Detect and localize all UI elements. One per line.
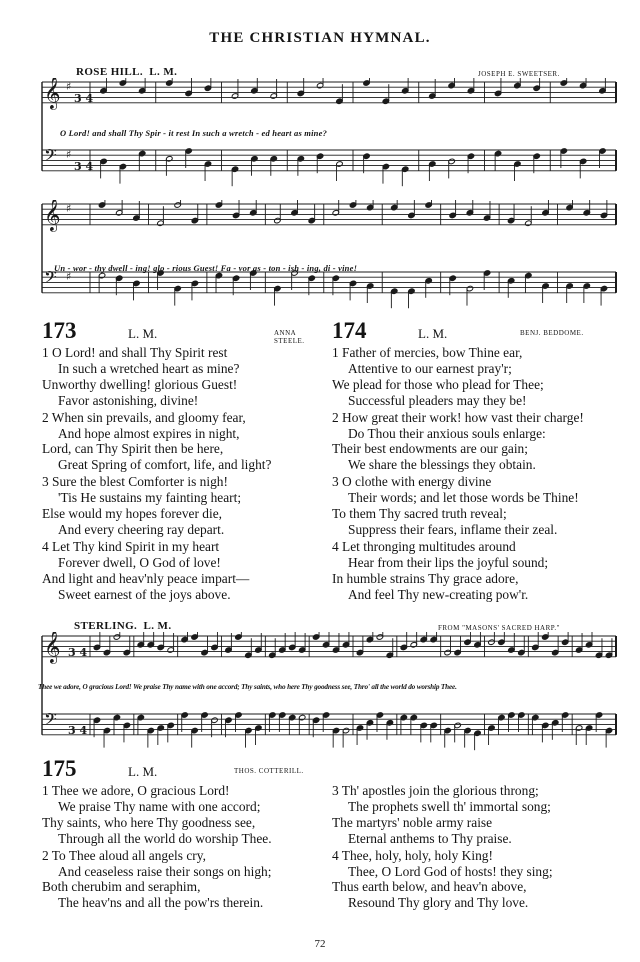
bass-clef: 𝄢 xyxy=(44,709,57,733)
verse-line: Thy saints, who here Thy goodness see, xyxy=(42,814,256,830)
verse xyxy=(42,539,327,603)
verse xyxy=(332,783,632,847)
tune-meter: L. M. xyxy=(143,620,172,632)
music-system-3 xyxy=(40,632,620,757)
verse-line: 'Tis He sustains my fainting heart; xyxy=(58,490,242,506)
verse-line: Eternal anthems to Thy praise. xyxy=(348,830,512,846)
verse xyxy=(42,783,327,847)
hymn-175 xyxy=(42,756,327,911)
verse-line: Hear from their lips the joyful sound; xyxy=(348,554,549,570)
hymn-author: ANNA STEELE. xyxy=(274,329,305,345)
hymn-173 xyxy=(42,318,327,603)
verse-line: The heav'ns and all the pow'rs therein. xyxy=(58,895,264,911)
verse xyxy=(42,848,327,912)
verse-line: Thus earth below, and heav'n above, xyxy=(332,879,527,895)
tune-name: STERLING. xyxy=(74,620,138,632)
verse xyxy=(332,410,632,474)
verse-line: We plead for those who plead for Thee; xyxy=(332,376,544,392)
hymn-174 xyxy=(332,318,632,603)
key-signature: ♯ xyxy=(66,202,72,215)
verse-line: To them Thy sacred truth reveal; xyxy=(332,506,507,522)
hymn-number: 175 xyxy=(42,756,77,781)
verse-line: In such a wretched heart as mine? xyxy=(58,360,240,376)
verse-line: Suppress their fears, inflame their zeal. xyxy=(348,521,558,537)
verse-line: And feel Thy new-creating pow'r. xyxy=(348,586,529,602)
tune-name: ROSE HILL. xyxy=(76,66,143,78)
verse-line: 1 Father of mercies, bow Thine ear, xyxy=(332,345,523,360)
bass-clef: 𝄢 xyxy=(44,267,57,291)
verse-line: And light and heav'nly peace impart— xyxy=(42,570,250,586)
time-signature: 3 4 xyxy=(74,160,94,173)
verse-line: We praise Thy name with one accord; xyxy=(58,798,261,814)
verse-line: And every cheering ray depart. xyxy=(58,521,225,537)
hymn-author: BENJ. BEDDOME. xyxy=(520,329,584,337)
verse-line: Their words; and let those words be Thine! xyxy=(348,490,579,506)
time-signature: 3 4 xyxy=(68,724,88,737)
verse-line: 3 Sure the blest Comforter is nigh! xyxy=(42,474,228,490)
hymn-number: 173 xyxy=(42,318,77,343)
verse-line: In humble strains Thy grace adore, xyxy=(332,570,519,586)
verse-line: Forever dwell, O God of love! xyxy=(58,554,221,570)
hymn-verses xyxy=(42,783,327,911)
verse-line: Thee, O Lord God of hosts! they sing; xyxy=(348,863,553,879)
verse-line: Resound Thy glory and Thy love. xyxy=(348,895,529,911)
lyric-line: Thee we adore, O gracious Lord! We praise Thy name with one accord; Thy saints, who here Thy goodness see, Thro' all the world do worship Thee. xyxy=(38,683,457,691)
verse xyxy=(332,345,632,409)
verse-line: Favor astonishing, divine! xyxy=(58,392,199,408)
verse-line: 4 Let Thy kind Spirit in my heart xyxy=(42,538,220,554)
verse-line: Successful pleaders may they be! xyxy=(348,392,527,408)
verse-line: Else would my hopes forever die, xyxy=(42,506,222,522)
tune-heading-rose-hill xyxy=(76,66,177,78)
verse-line: Do Thou their anxious souls enlarge: xyxy=(348,425,546,441)
key-signature: ♯ xyxy=(66,270,72,283)
verse xyxy=(42,345,327,409)
verse-line: Sweet earnest of the joys above. xyxy=(58,586,231,602)
verse xyxy=(42,410,327,474)
hymn-verses xyxy=(332,345,632,603)
bass-clef: 𝄢 xyxy=(44,145,57,169)
verse-line: The prophets swell th' immortal song; xyxy=(348,798,551,814)
key-signature: ♯ xyxy=(66,80,72,93)
hymn-verses xyxy=(42,345,327,603)
verse-line: Attentive to our earnest pray'r; xyxy=(348,360,512,376)
tune-credit: FROM "MASONS' SACRED HARP." xyxy=(438,624,561,632)
verse-line: 4 Let thronging multitudes around xyxy=(332,538,516,554)
verse-line: And ceaseless raise their songs on high; xyxy=(58,863,272,879)
verse-line: Both cherubim and seraphim, xyxy=(42,879,201,895)
verse-line: Lord, can Thy Spirit then be here, xyxy=(42,441,224,457)
time-signature: 3 4 xyxy=(68,646,88,659)
verse xyxy=(332,474,632,538)
verse-line: Great Spring of comfort, life, and light? xyxy=(58,457,272,473)
verse-line: 2 When sin prevails, and gloomy fear, xyxy=(42,409,246,425)
verse-line: 1 O Lord! and shall Thy Spirit rest xyxy=(42,345,228,360)
treble-clef: 𝄞 xyxy=(44,78,61,109)
page-number: 72 xyxy=(314,938,326,950)
hymn-meter: L. M. xyxy=(128,326,158,341)
hymn-author: THOS. COTTERILL. xyxy=(234,767,304,775)
verse-line: 2 To Thee aloud all angels cry, xyxy=(42,847,206,863)
time-signature: 3 4 xyxy=(74,92,94,105)
verse-line: 3 O clothe with energy divine xyxy=(332,474,492,490)
treble-clef: 𝄞 xyxy=(44,632,61,663)
verse-line: We share the blessings they obtain. xyxy=(348,457,536,473)
tune-meter: L. M. xyxy=(149,66,178,78)
verse-line: 2 How great their work! how vast their charge! xyxy=(332,409,584,425)
hymn-verses xyxy=(332,783,632,911)
verse xyxy=(332,539,632,603)
staff-notation xyxy=(40,632,620,757)
tune-credit: JOSEPH E. SWEETSER. xyxy=(478,70,560,78)
key-signature: ♯ xyxy=(66,148,72,161)
lyric-line: O Lord! and shall Thy Spir - it rest In such a wretch - ed heart as mine? xyxy=(60,128,328,138)
verse-line: 1 Thee we adore, O gracious Lord! xyxy=(42,783,230,798)
hymn-meter: L. M. xyxy=(128,764,158,779)
page-header: THE CHRISTIAN HYMNAL. xyxy=(209,30,431,46)
verse-line: The martyrs' noble army raise xyxy=(332,814,493,830)
treble-clef: 𝄞 xyxy=(44,200,61,231)
verse xyxy=(332,848,632,912)
verse-line: Their best endowments are our gain; xyxy=(332,441,528,457)
music-system-2 xyxy=(40,200,620,315)
tune-heading-sterling xyxy=(74,620,172,632)
verse-line: Through all the world do worship Thee. xyxy=(58,830,272,846)
hymn-number: 174 xyxy=(332,318,367,343)
hymn-175-continued xyxy=(332,760,632,911)
staff-notation xyxy=(40,200,620,315)
verse-line: 4 Thee, holy, holy, holy King! xyxy=(332,847,493,863)
verse-line: Unworthy dwelling! glorious Guest! xyxy=(42,376,238,392)
hymn-meter: L. M. xyxy=(418,326,448,341)
verse-line: And hope almost expires in night, xyxy=(58,425,240,441)
lyric-line: Un - wor - thy dwell - ing! glo - rious Guest! Fa - vor as - ton - ish - ing, di - vine! xyxy=(54,263,358,273)
verse-line: 3 Th' apostles join the glorious throng; xyxy=(332,783,539,798)
verse xyxy=(42,474,327,538)
